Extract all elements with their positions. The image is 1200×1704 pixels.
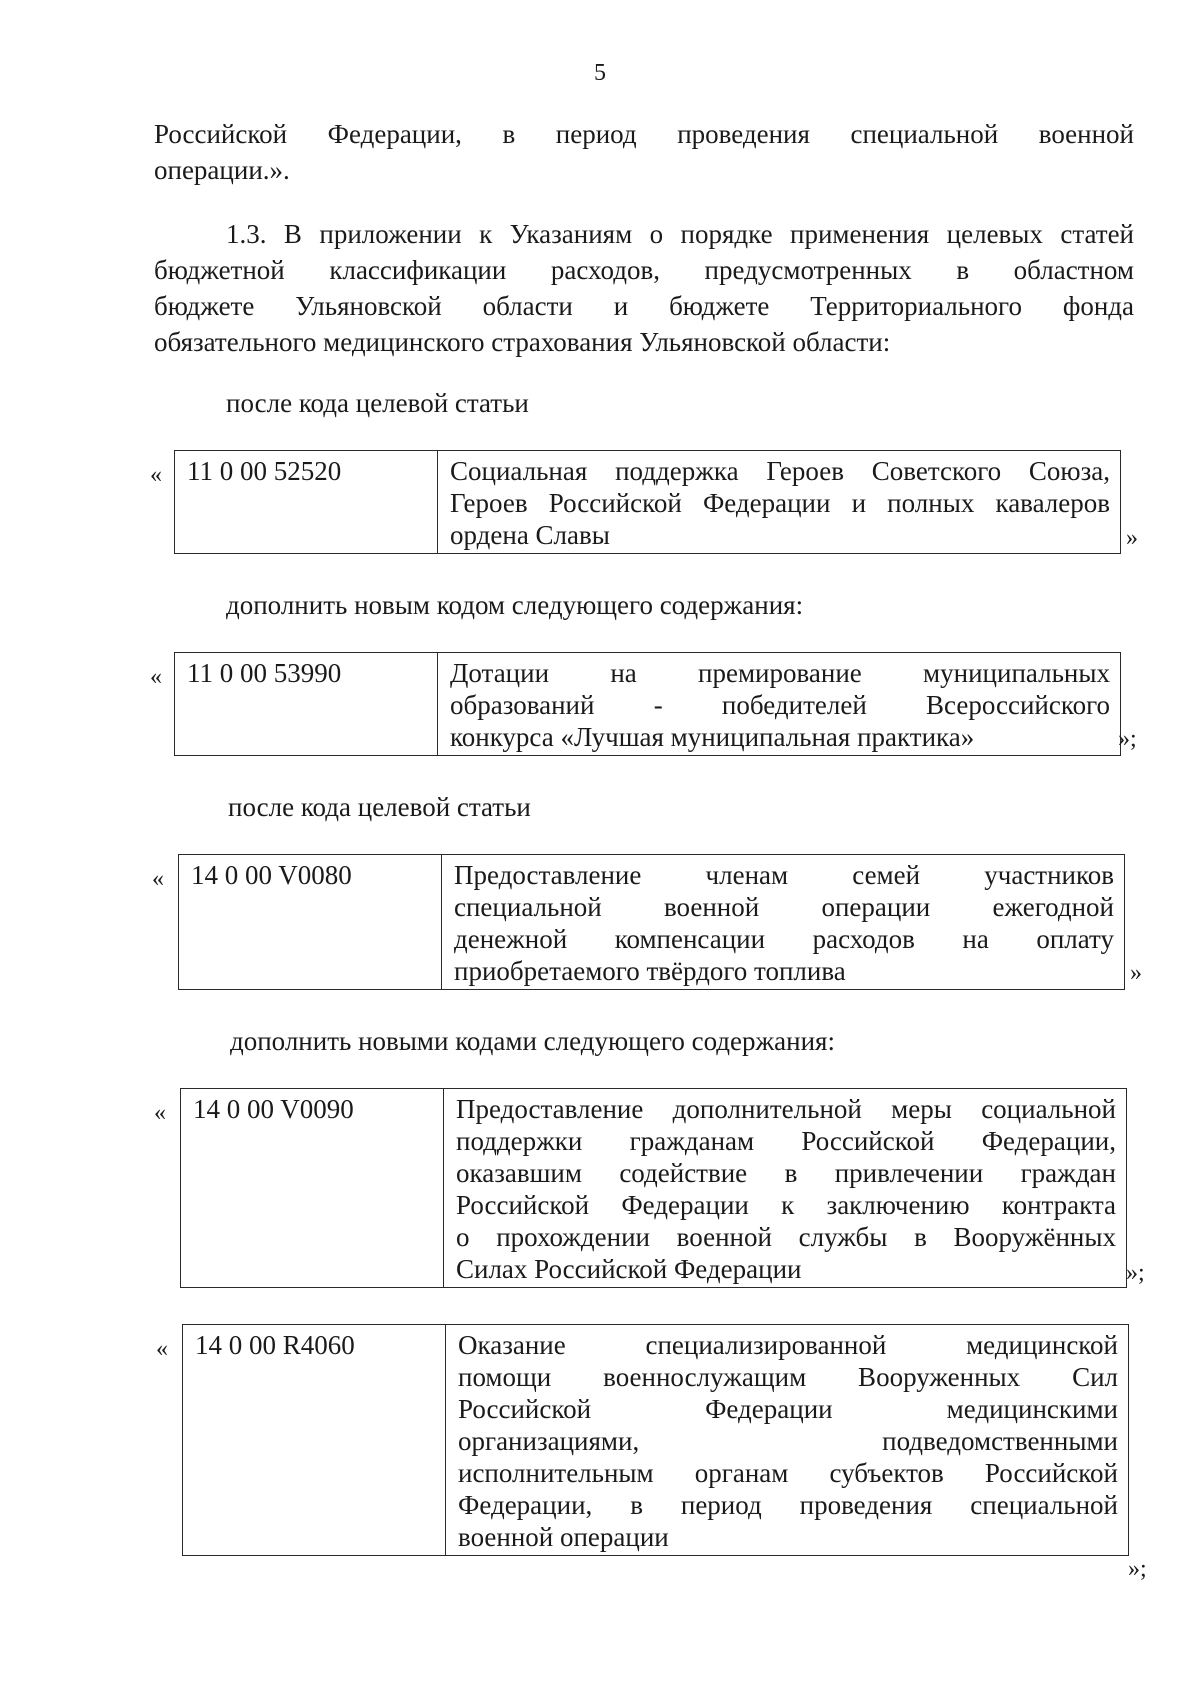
open-quote: « [156, 1336, 168, 1362]
code-table [180, 1088, 1127, 1288]
section-line: бюджете Ульяновской области и бюджете Территориального фонда [154, 291, 1134, 321]
table-row [179, 855, 1125, 990]
section-line: обязательного медицинского страхования Ульяновской области: [154, 327, 891, 357]
description-line: денежной компенсации расходов на оплату [454, 924, 1114, 954]
section-line: бюджетной классификации расходов, предусмотренных в областном [154, 255, 1134, 285]
section-line: 1.3. В приложении к Указаниям о порядке применения целевых статей [226, 219, 1134, 249]
intro-line: операции.». [154, 155, 290, 185]
lead-text: дополнить новыми кодами следующего содержания: [230, 1026, 835, 1056]
description-line: Дотации на премирование муниципальных [450, 658, 1110, 688]
lead-text: дополнить новым кодом следующего содержания: [226, 590, 804, 620]
description-line: организациями, подведомственными [458, 1426, 1118, 1456]
close-quote: » [1126, 525, 1138, 551]
description-line: Федерации, в период проведения специальной [458, 1490, 1118, 1520]
description-line: Российской Федерации медицинскими [458, 1394, 1118, 1424]
page-number: 5 [594, 60, 606, 86]
description-line: Оказание специализированной медицинской [458, 1330, 1118, 1360]
open-quote: « [152, 866, 164, 892]
code-table [178, 854, 1125, 990]
code-cell: 11 0 00 53990 [175, 653, 438, 756]
description-cell [438, 451, 1121, 554]
code-table [174, 652, 1121, 756]
description-line: конкурса «Лучшая муниципальная практика» [450, 722, 975, 752]
description-cell [438, 653, 1121, 756]
description-line: оказавшим содействие в привлечении граждан [456, 1158, 1116, 1188]
description-line: Социальная поддержка Героев Советского Союза, [450, 456, 1110, 486]
description-line: поддержки гражданам Российской Федерации, [456, 1126, 1116, 1156]
close-quote: »; [1126, 1260, 1145, 1286]
description-line: ордена Славы [450, 520, 610, 550]
description-line: о прохождении военной службы в Вооружённых [456, 1222, 1116, 1252]
code-cell: 14 0 00 V0080 [179, 855, 442, 990]
lead-text: после кода целевой статьи [226, 388, 529, 418]
description-line: специальной военной операции ежегодной [454, 892, 1114, 922]
description-line: исполнительным органам субъектов Российской [458, 1458, 1118, 1488]
description-cell [444, 1089, 1127, 1288]
code-cell: 14 0 00 R4060 [183, 1325, 446, 1556]
lead-text: после кода целевой статьи [228, 792, 531, 822]
section-paragraph [154, 216, 1134, 360]
close-quote: »; [1128, 1556, 1147, 1582]
open-quote: « [150, 664, 162, 690]
description-line: Предоставление членам семей участников [454, 860, 1114, 890]
open-quote: « [150, 462, 162, 488]
code-cell: 11 0 00 52520 [175, 451, 438, 554]
intro-line: Российской Федерации, в период проведения специальной военной [154, 119, 1134, 149]
table-row [183, 1325, 1129, 1556]
description-line: Силах Российской Федерации [456, 1254, 802, 1284]
description-line: Предоставление дополнительной меры социальной [456, 1094, 1116, 1124]
code-table [174, 450, 1121, 554]
description-line: Героев Российской Федерации и полных кавалеров [450, 488, 1110, 518]
code-cell: 14 0 00 V0090 [181, 1089, 444, 1288]
intro-paragraph [154, 116, 1134, 188]
description-line: военной операции [458, 1522, 669, 1552]
description-line: образований - победителей Всероссийского [450, 690, 1110, 720]
close-quote: » [1130, 960, 1142, 986]
description-cell [446, 1325, 1129, 1556]
table-row [175, 653, 1121, 756]
open-quote: « [154, 1100, 166, 1126]
description-line: помощи военнослужащим Вооруженных Сил [458, 1362, 1118, 1392]
description-line: Российской Федерации к заключению контракта [456, 1190, 1116, 1220]
table-row [181, 1089, 1127, 1288]
code-table [182, 1324, 1129, 1556]
table-row [175, 451, 1121, 554]
description-cell [442, 855, 1125, 990]
description-line: приобретаемого твёрдого топлива [454, 956, 846, 986]
close-quote: »; [1118, 726, 1137, 752]
